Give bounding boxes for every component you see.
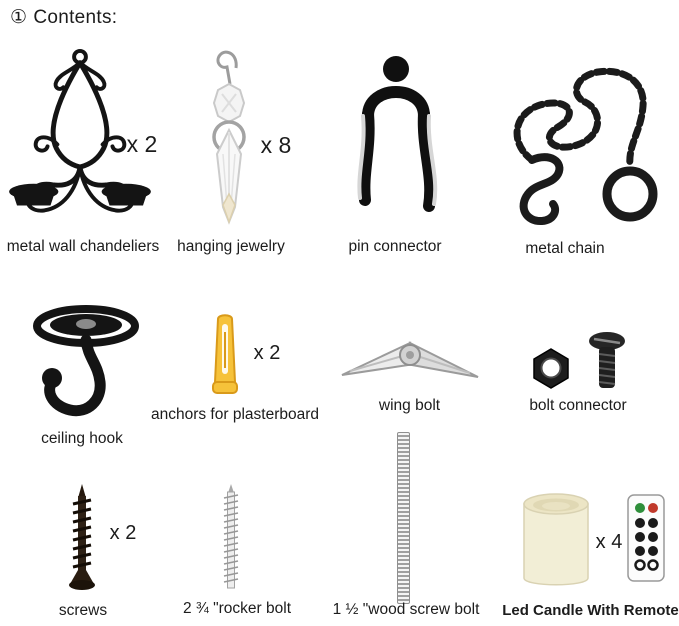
item-label: anchors for plasterboard xyxy=(150,406,319,423)
metal-chain-icon xyxy=(492,50,672,230)
item-label: ceiling hook xyxy=(41,430,123,447)
quantity-label: x 2 xyxy=(109,522,137,544)
threaded-rod-icon xyxy=(397,432,410,604)
page-title xyxy=(10,6,117,29)
item-label: wing bolt xyxy=(378,397,441,414)
machine-screw-icon xyxy=(586,330,628,394)
quantity-label: x 8 xyxy=(260,132,292,158)
item-label: hanging jewelry xyxy=(177,238,285,255)
item-label: metal chain xyxy=(525,240,605,257)
item-label: pin connector xyxy=(348,238,442,255)
pin-connector-icon xyxy=(348,54,444,226)
item-label: bolt connector xyxy=(529,397,627,414)
item-label: screws xyxy=(58,602,108,619)
rocker-bolt-icon xyxy=(220,482,242,594)
quantity-label: x 2 xyxy=(253,342,281,364)
title-text: Contents: xyxy=(33,7,118,28)
hex-nut-icon xyxy=(531,347,571,389)
circled-one-icon: ① xyxy=(10,7,28,28)
quantity-label: x 2 xyxy=(126,131,158,157)
item-label: 2 ¾ "rocker bolt xyxy=(182,600,292,617)
wing-bolt-icon xyxy=(336,333,484,389)
wall-anchor-icon xyxy=(208,312,242,400)
quantity-label: x 4 xyxy=(595,531,623,553)
item-label: 1 ½ "wood screw bolt xyxy=(332,601,480,618)
item-label: metal wall chandeliers xyxy=(6,238,160,255)
wood-screw-icon xyxy=(64,482,100,594)
ceiling-hook-icon xyxy=(22,300,140,424)
led-candle-icon xyxy=(520,490,592,592)
item-label: Led Candle With Remote xyxy=(502,602,679,619)
remote-control-icon xyxy=(627,494,665,582)
